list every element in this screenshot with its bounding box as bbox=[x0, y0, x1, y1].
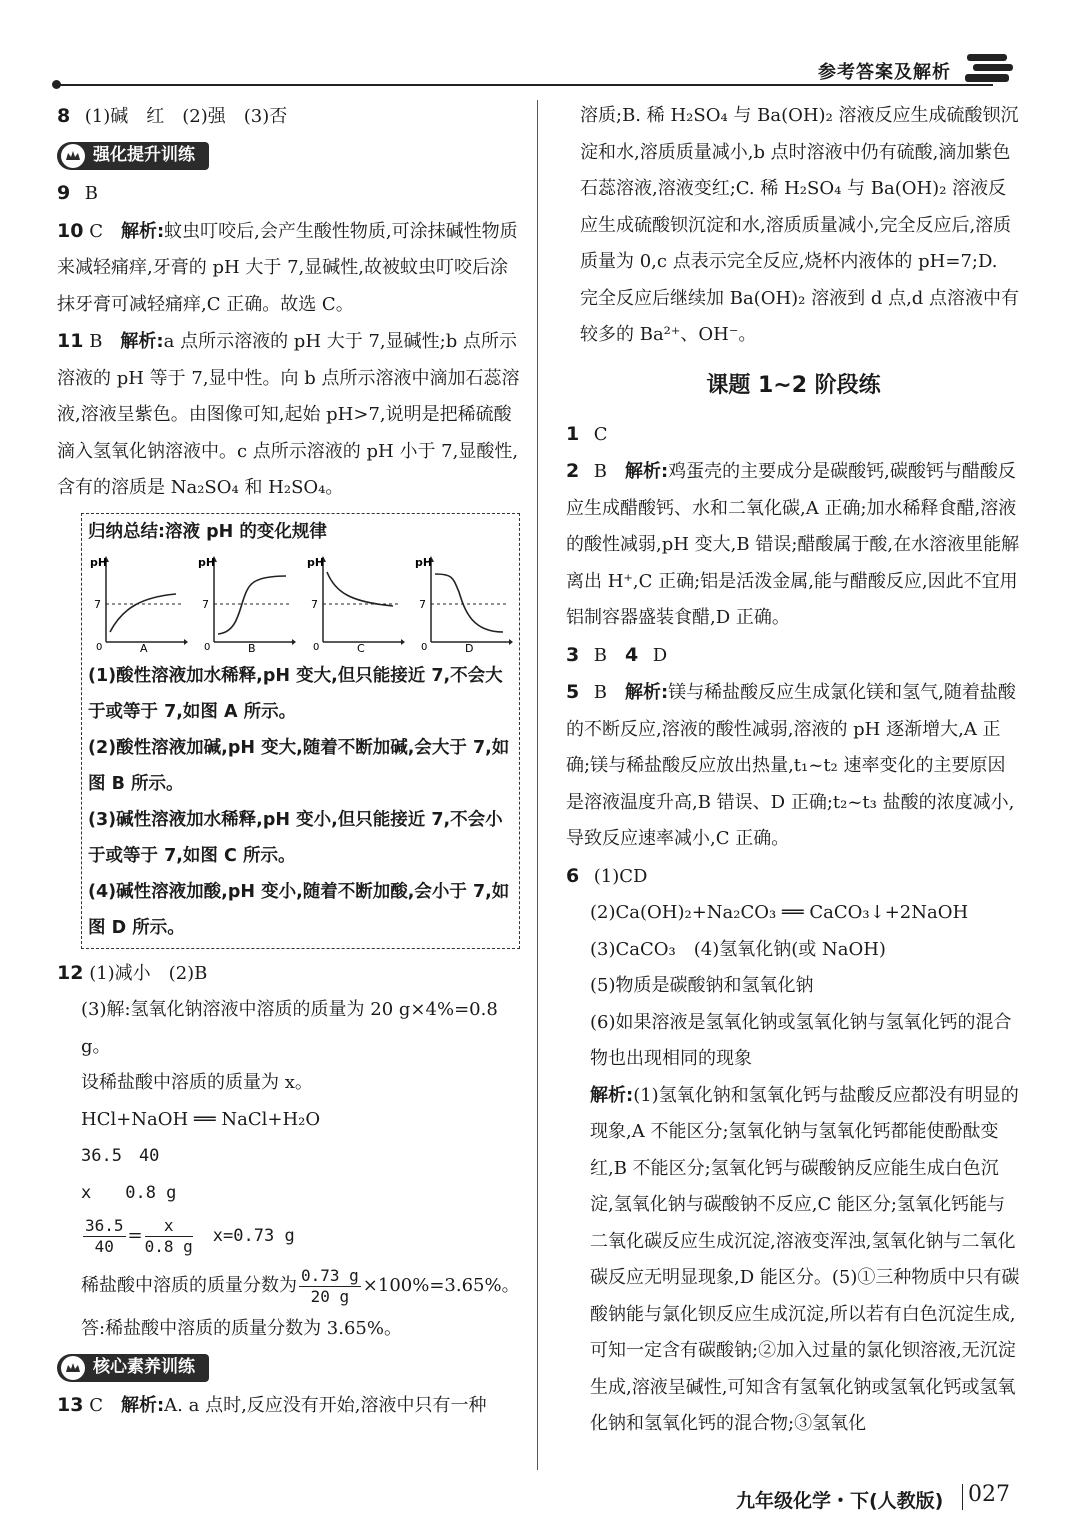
summary-item-1: (1)酸性溶液加水稀释,pH 变大,但只能接近 7,不会大于或等于 7,如图 A 所示。 bbox=[88, 665, 503, 722]
stage-answer-6-2: (2)Ca(OH)₂+Na₂CO₃ ══ CaCO₃↓+2NaOH bbox=[590, 902, 969, 923]
fraction-2: $\frac{x}{0.8 g}$ bbox=[144, 1215, 193, 1256]
chart-letter: A bbox=[140, 641, 148, 652]
answer-12-solution: (3)解:氢氧化钠溶液中溶质的质量为 20 g×4%=0.8 g。 bbox=[81, 999, 498, 1057]
section-title: 课题 1~2 阶段练 bbox=[706, 372, 881, 398]
stage-answer-1: 1 C bbox=[566, 422, 608, 445]
stage-answer-6: 6 (1)CD bbox=[566, 864, 648, 887]
left-column bbox=[57, 98, 522, 1425]
origin-label: 0 bbox=[312, 641, 320, 652]
y-axis-label: pH bbox=[414, 555, 433, 569]
fraction-1: $\frac{36.5}{40}$ bbox=[85, 1215, 124, 1256]
summary-box bbox=[81, 513, 520, 949]
answer-12-percent: 稀盐酸中溶质的质量分数为 $\frac{0.73 g}{20 g}$ ×100%=3.65%。 bbox=[81, 1265, 520, 1306]
reference-value: 7 bbox=[202, 597, 210, 611]
y-axis-label: pH bbox=[90, 555, 108, 569]
reference-value: 7 bbox=[310, 597, 318, 611]
ph-chart-b bbox=[196, 552, 296, 652]
header-rule bbox=[58, 84, 993, 86]
right-column bbox=[566, 98, 1021, 1443]
stage-answer-3-4: 3 B 4 D bbox=[566, 643, 668, 666]
answer-12-masses: 36.5 40 bbox=[81, 1146, 160, 1166]
chart-letter: C bbox=[356, 641, 365, 652]
ph-curve bbox=[110, 594, 176, 632]
answer-11: 11 B 解析:a 点所示溶液的 pH 大于 7,显碱性;b 点所示溶液的 pH 等于 7,显中性。向 b 点所示溶液中滴加石蕊溶液,溶液呈紫色。由图像可知,起始 pH>7,说明是把稀硫酸滴入氢氧化钠溶液中。c 点所示溶液的 pH 小于 7,显酸性,含有的溶质是 Na₂SO₄ 和 H₂SO₄。 bbox=[57, 330, 520, 498]
ph-chart-a bbox=[88, 552, 188, 652]
badge-core: 核心素养训练 bbox=[57, 1354, 209, 1382]
stage-answer-6-5: (6)如果溶液是氢氧化钠或氢氧化钠与氢氧化钙的混合物也出现相同的现象 bbox=[590, 1011, 1012, 1069]
footer-divider bbox=[962, 1484, 963, 1510]
origin-label: 0 bbox=[204, 641, 211, 652]
fraction-3: $\frac{0.73 g}{20 g}$ bbox=[301, 1265, 359, 1306]
stage-answer-6-4: (5)物质是碳酸钠和氢氧化钠 bbox=[590, 975, 814, 996]
stage-answer-2: 2 B 解析:鸡蛋壳的主要成分是碳酸钙,碳酸钙与醋酸反应生成醋酸钙、水和二氧化碳,A 正确;加水稀释食醋,溶液的酸性减弱,pH 变大,B 错误;醋酸属于酸,在水溶液里能解离出 H⁺,C 正确;铝是活泼金属,能与醋酸反应,因此不宜用铝制容器盛装食醋,D 正确。 bbox=[566, 460, 1020, 628]
header-title: 参考答案及解析 bbox=[818, 62, 951, 83]
books-icon bbox=[963, 48, 1019, 88]
origin-label: 0 bbox=[96, 641, 103, 652]
answer-13-continued: 溶质;B. 稀 H₂SO₄ 与 Ba(OH)₂ 溶液反应生成硫酸钡沉淀和水,溶质质量减小,b 点时溶液中仍有硫酸,滴加紫色石蕊溶液,溶液变红;C. 稀 H₂SO₄ 与 Ba(OH)₂ 溶液反应生成硫酸钡沉淀和水,溶质质量减小,完全反应后,溶质质量为 0,c 点表示完全反应,烧杯内液体的 pH=7;D. 完全反应后继续加 Ba(OH)₂ 溶液到 d 点,d 点溶液中有较多的 Ba²⁺、OH⁻。 bbox=[580, 105, 1020, 345]
summary-item-4: (4)碱性溶液加酸,pH 变小,随着不断加酸,会小于 7,如图 D 所示。 bbox=[88, 881, 510, 938]
ph-curve bbox=[218, 576, 286, 634]
column-divider bbox=[537, 100, 538, 1470]
answer-10: 10 C 解析:蚊虫叮咬后,会产生酸性物质,可涂抹碱性物质来减轻痛痒,牙膏的 pH 大于 7,显碱性,故被蚊虫叮咬后涂抹牙膏可减轻痛痒,C 正确。故选 C。 bbox=[57, 219, 518, 315]
y-axis-label: pH bbox=[198, 555, 216, 569]
x-axis-arrow bbox=[401, 639, 405, 645]
origin-label: 0 bbox=[420, 641, 428, 652]
answer-12-let: 设稀盐酸中溶质的质量为 x。 bbox=[81, 1072, 313, 1093]
reference-value: 7 bbox=[94, 597, 101, 611]
stage-answer-6-analysis: 解析:(1)氢氧化钠和氢氧化钙与盐酸反应都没有明显的现象,A 不能区分;氢氧化钠与氢氧化钙都能使酚酞变红,B 不能区分;氢氧化钙与碳酸钠反应能生成白色沉淀,氢氧化钠与碳酸钠不反应,C 能区分;氢氧化钙能与二氧化碳反应生成沉淀,溶液变浑浊,氢氧化钠与二氧化碳反应无明显现象,D 能区分。(5)①三种物质中只有碳酸钠能与氯化钡反应生成沉淀,所以若有白色沉淀生成,可知一定含有碳酸钠;②加入过量的氯化钡溶液,无沉淀生成,溶液呈碱性,可知含有氢氧化钠或氢氧化钙或氢氧化钠和氢氧化钙的混合物;③氢氧化 bbox=[590, 1084, 1020, 1434]
answer-8: 8 (1)碱 红 (2)强 (3)否 bbox=[57, 105, 288, 127]
x-axis-arrow bbox=[292, 639, 296, 645]
answer-12: 12 (1)减小 (2)B bbox=[57, 961, 208, 984]
ph-charts bbox=[88, 552, 513, 652]
stage-answer-6-3: (3)CaCO₃ (4)氢氧化钠(或 NaOH) bbox=[590, 938, 886, 960]
stage-answer-5: 5 B 解析:镁与稀盐酸反应生成氯化镁和氢气,随着盐酸的不断反应,溶液的酸性减弱,溶液的 pH 逐渐增大,A 正确;镁与稀盐酸反应放出热量,t₁~t₂ 速率变化的主要原因是溶液温度升高,B 错误、D 正确;t₂~t₃ 盐酸的浓度减小,导致反应速率减小,C 正确。 bbox=[566, 681, 1016, 849]
ph-chart-d bbox=[413, 552, 513, 652]
crown-icon bbox=[61, 1356, 85, 1380]
summary-item-3: (3)碱性溶液加水稀释,pH 变小,但只能接近 7,不会小于或等于 7,如图 C 所示。 bbox=[88, 809, 503, 866]
x-axis-arrow bbox=[509, 639, 513, 645]
summary-title: 归纳总结:溶液 pH 的变化规律 bbox=[88, 521, 327, 542]
answer-12-equation: HCl+NaOH ══ NaCl+H₂O bbox=[81, 1108, 321, 1130]
reference-value: 7 bbox=[418, 597, 426, 611]
chart-letter: D bbox=[464, 641, 474, 652]
answer-9: 9 B bbox=[57, 182, 98, 204]
x-axis-arrow bbox=[184, 639, 188, 645]
footer-subject: 九年级化学・下(人教版) bbox=[736, 1490, 944, 1512]
answer-12-final: 答:稀盐酸中溶质的质量分数为 3.65%。 bbox=[81, 1318, 402, 1339]
ph-curve bbox=[435, 574, 503, 632]
chart-letter: B bbox=[248, 641, 256, 652]
answer-13: 13 C 解析:A. a 点时,反应没有开始,溶液中只有一种 bbox=[57, 1394, 487, 1416]
answer-12-proportion: $\frac{36.5}{40}$ = $\frac{x}{0.8 g}$ x=0.73 g bbox=[85, 1215, 295, 1256]
summary-item-2: (2)酸性溶液加碱,pH 变大,随着不断加碱,会大于 7,如图 B 所示。 bbox=[88, 737, 510, 794]
ph-curve bbox=[327, 572, 393, 606]
crown-icon bbox=[61, 144, 85, 168]
ph-chart-c bbox=[305, 552, 405, 652]
y-axis-label: pH bbox=[306, 555, 324, 569]
answer-12-masses-2: x 0.8 g bbox=[81, 1182, 177, 1203]
badge-strengthen: 强化提升训练 bbox=[57, 142, 209, 170]
page-number: 027 bbox=[968, 1482, 1010, 1507]
